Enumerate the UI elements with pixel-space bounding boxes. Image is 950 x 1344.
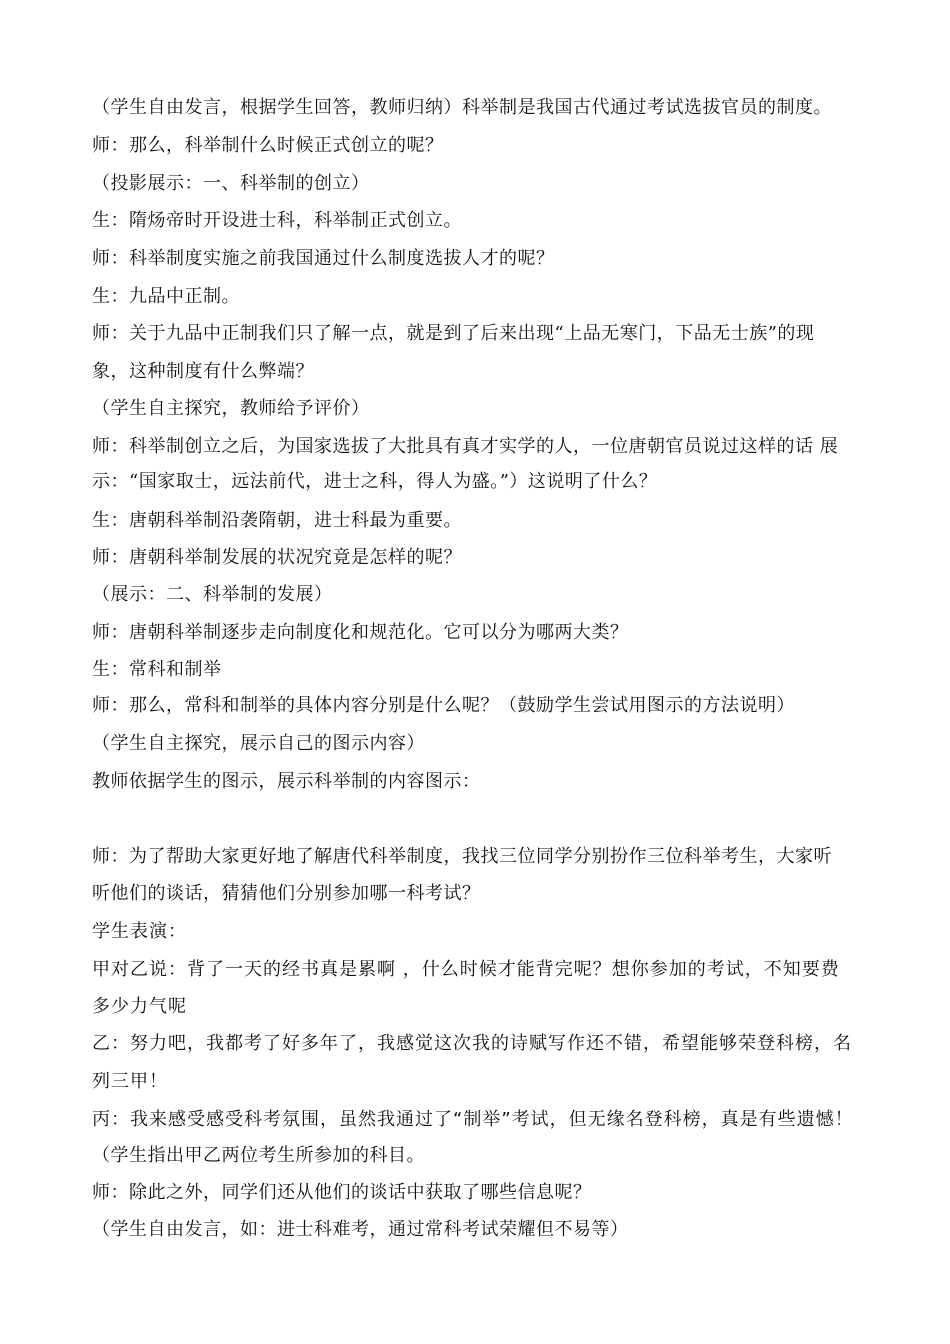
- text-line: 象，这种制度有什么弊端？: [92, 361, 314, 382]
- text-line: 师：科举制创立之后，为国家选拔了大批具有真才实学的人，一位唐朝官员说过这样的话 展: [92, 436, 839, 457]
- text-line: 师：那么，科举制什么时候正式创立的呢？: [92, 135, 444, 156]
- text-line: 乙：努力吧，我都考了好多年了，我感觉这次我的诗赋写作还不错，希望能够荣登科榜，名: [92, 1033, 852, 1054]
- text-line: （学生自主探究，教师给予评价）: [92, 398, 370, 419]
- text-line: （学生指出甲乙两位考生所参加的科目。: [92, 1145, 425, 1166]
- text-line: 丙：我来感受感受科考氛围，虽然我通过了“制举”考试，但无缘名登科榜，真是有些遗憾！: [92, 1109, 854, 1130]
- text-line: （学生自由发言，如：进士科难考，通过常科考试荣耀但不易等）: [92, 1219, 629, 1240]
- text-line: 师：唐朝科举制逐步走向制度化和规范化。它可以分为哪两大类？: [92, 622, 629, 643]
- text-line: 师：那么，常科和制举的具体内容分别是什么呢？（鼓励学生尝试用图示的方法说明）: [92, 695, 795, 716]
- text-line: 示：“国家取士，远法前代，进士之科，得人为盛。”）这说明了什么？: [92, 471, 658, 492]
- text-line: （展示：二、科举制的发展）: [92, 584, 333, 605]
- text-line: （投影展示：一、科举制的创立）: [92, 173, 370, 194]
- text-line: （学生自由发言，根据学生回答，教师归纳）科举制是我国古代通过考试选拔官员的制度。: [92, 97, 832, 118]
- text-line: 生：九品中正制。: [92, 286, 240, 307]
- text-line: 生：隋炀帝时开设进士科，科举制正式创立。: [92, 210, 462, 231]
- text-line: 听他们的谈话，猜猜他们分别参加哪一科考试？: [92, 883, 481, 904]
- text-line: 生：唐朝科举制沿袭隋朝，进士科最为重要。: [92, 510, 462, 531]
- text-line: 甲对乙说：背了一天的经书真是累啊 ，什么时候才能背完呢？想你参加的考试，不知要费: [92, 959, 840, 980]
- text-line: 师：为了帮助大家更好地了解唐代科举制度，我找三位同学分别扮作三位科举考生，大家听: [92, 846, 832, 867]
- text-line: 教师依据学生的图示，展示科举制的内容图示：: [92, 771, 481, 792]
- text-line: 学生表演：: [92, 921, 187, 942]
- text-line: （学生自主探究，展示自己的图示内容）: [92, 733, 425, 754]
- text-line: 多少力气呢: [92, 996, 187, 1017]
- text-line: 师：唐朝科举制发展的状况究竟是怎样的呢？: [92, 547, 462, 568]
- text-line: 生：常科和制举: [92, 659, 222, 680]
- text-line: 师：关于九品中正制我们只了解一点，就是到了后来出现“上品无寒门，下品无士族”的现: [92, 323, 815, 344]
- text-line: 列三甲！: [92, 1071, 168, 1092]
- text-line: 师：除此之外，同学们还从他们的谈话中获取了哪些信息呢？: [92, 1182, 592, 1203]
- text-line: 师：科举制度实施之前我国通过什么制度选拔人才的呢？: [92, 248, 555, 269]
